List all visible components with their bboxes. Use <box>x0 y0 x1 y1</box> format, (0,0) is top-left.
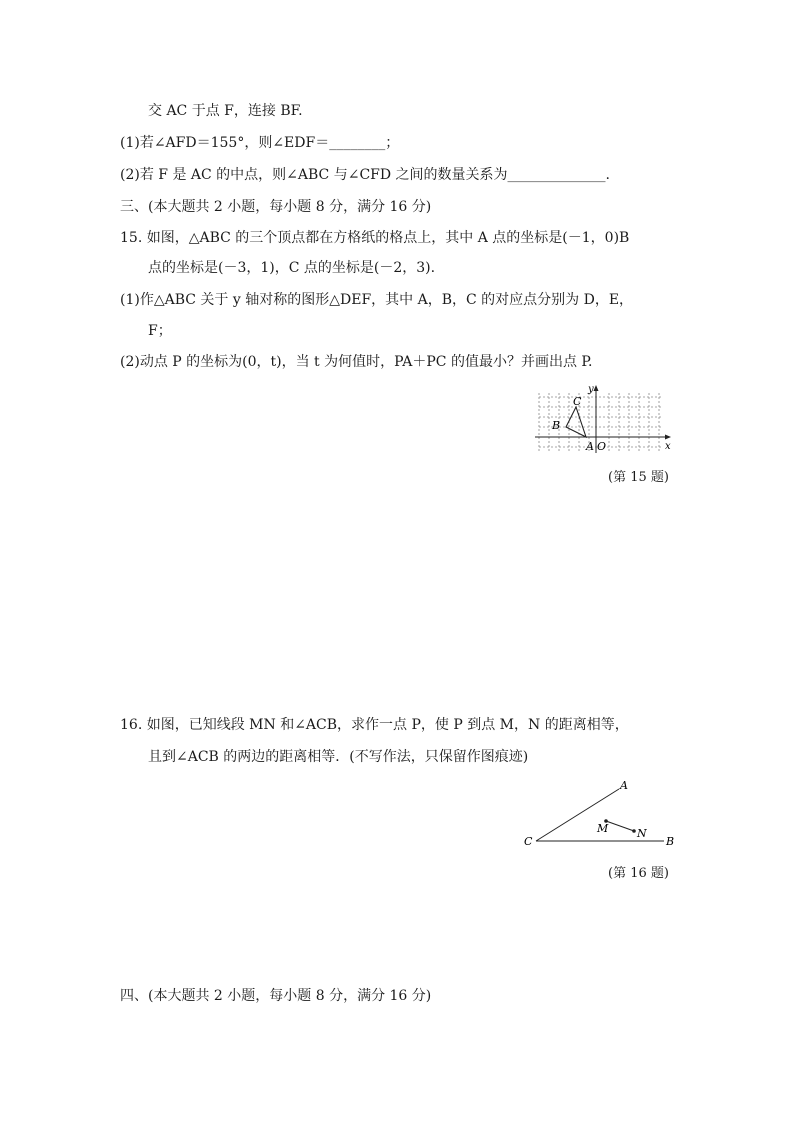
section-3-heading: 三、(本大题共 2 小题，每小题 8 分，满分 16 分) <box>120 199 432 215</box>
figure-16-caption: (第 16 题) <box>608 866 669 881</box>
label-o: O <box>597 440 607 453</box>
label-c: C <box>524 835 533 848</box>
label-m: M <box>597 822 609 835</box>
question-16-stem: 16. 如图，已知线段 MN 和∠ACB，求作一点 P，使 P 到点 M，N 的距离相等， <box>120 717 629 733</box>
question-15-part-1: (1)作△ABC 关于 y 轴对称的图形△DEF，其中 A，B，C 的对应点分别为 D，E， <box>120 292 634 308</box>
y-axis-arrow-icon <box>594 385 599 391</box>
label-y: y <box>588 384 594 395</box>
label-n: N <box>637 827 647 840</box>
question-15-part-2: (2)动点 P 的坐标为(0，t)，当 t 为何值时，PA＋PC 的值最小？并画出点 P. <box>120 354 593 370</box>
figure-15-grid <box>530 383 675 455</box>
label-x: x <box>665 441 671 452</box>
figure-15-caption: (第 15 题) <box>608 470 669 485</box>
x-axis-arrow-icon <box>665 435 671 440</box>
question-14-part-2: (2)若 F 是 AC 的中点，则∠ABC 与∠CFD 之间的数量关系为______________. <box>120 167 610 183</box>
triangle-abc <box>566 407 586 437</box>
question-15-part-1-cont: F； <box>148 323 172 339</box>
label-b: B <box>666 835 675 848</box>
segment-mn <box>606 821 634 831</box>
figure-16-angle <box>518 775 683 855</box>
label-c: C <box>573 395 582 408</box>
text-line-1: 交 AC 于点 F，连接 BF. <box>148 103 303 119</box>
section-4-heading: 四、(本大题共 2 小题，每小题 8 分，满分 16 分) <box>120 988 432 1004</box>
question-15-stem-cont: 点的坐标是(－3，1)，C 点的坐标是(－2，3). <box>148 260 436 276</box>
question-16-stem-cont: 且到∠ACB 的两边的距离相等．(不写作法，只保留作图痕迹) <box>148 749 529 765</box>
question-14-part-1: (1)若∠AFD＝155°，则∠EDF＝________； <box>120 135 400 151</box>
label-a: A <box>586 440 594 453</box>
label-a: A <box>620 779 628 792</box>
point-n <box>632 829 636 833</box>
label-b: B <box>552 419 561 432</box>
question-15-stem: 15. 如图，△ABC 的三个顶点都在方格纸的格点上，其中 A 点的坐标是(－1，0)B <box>120 230 630 246</box>
